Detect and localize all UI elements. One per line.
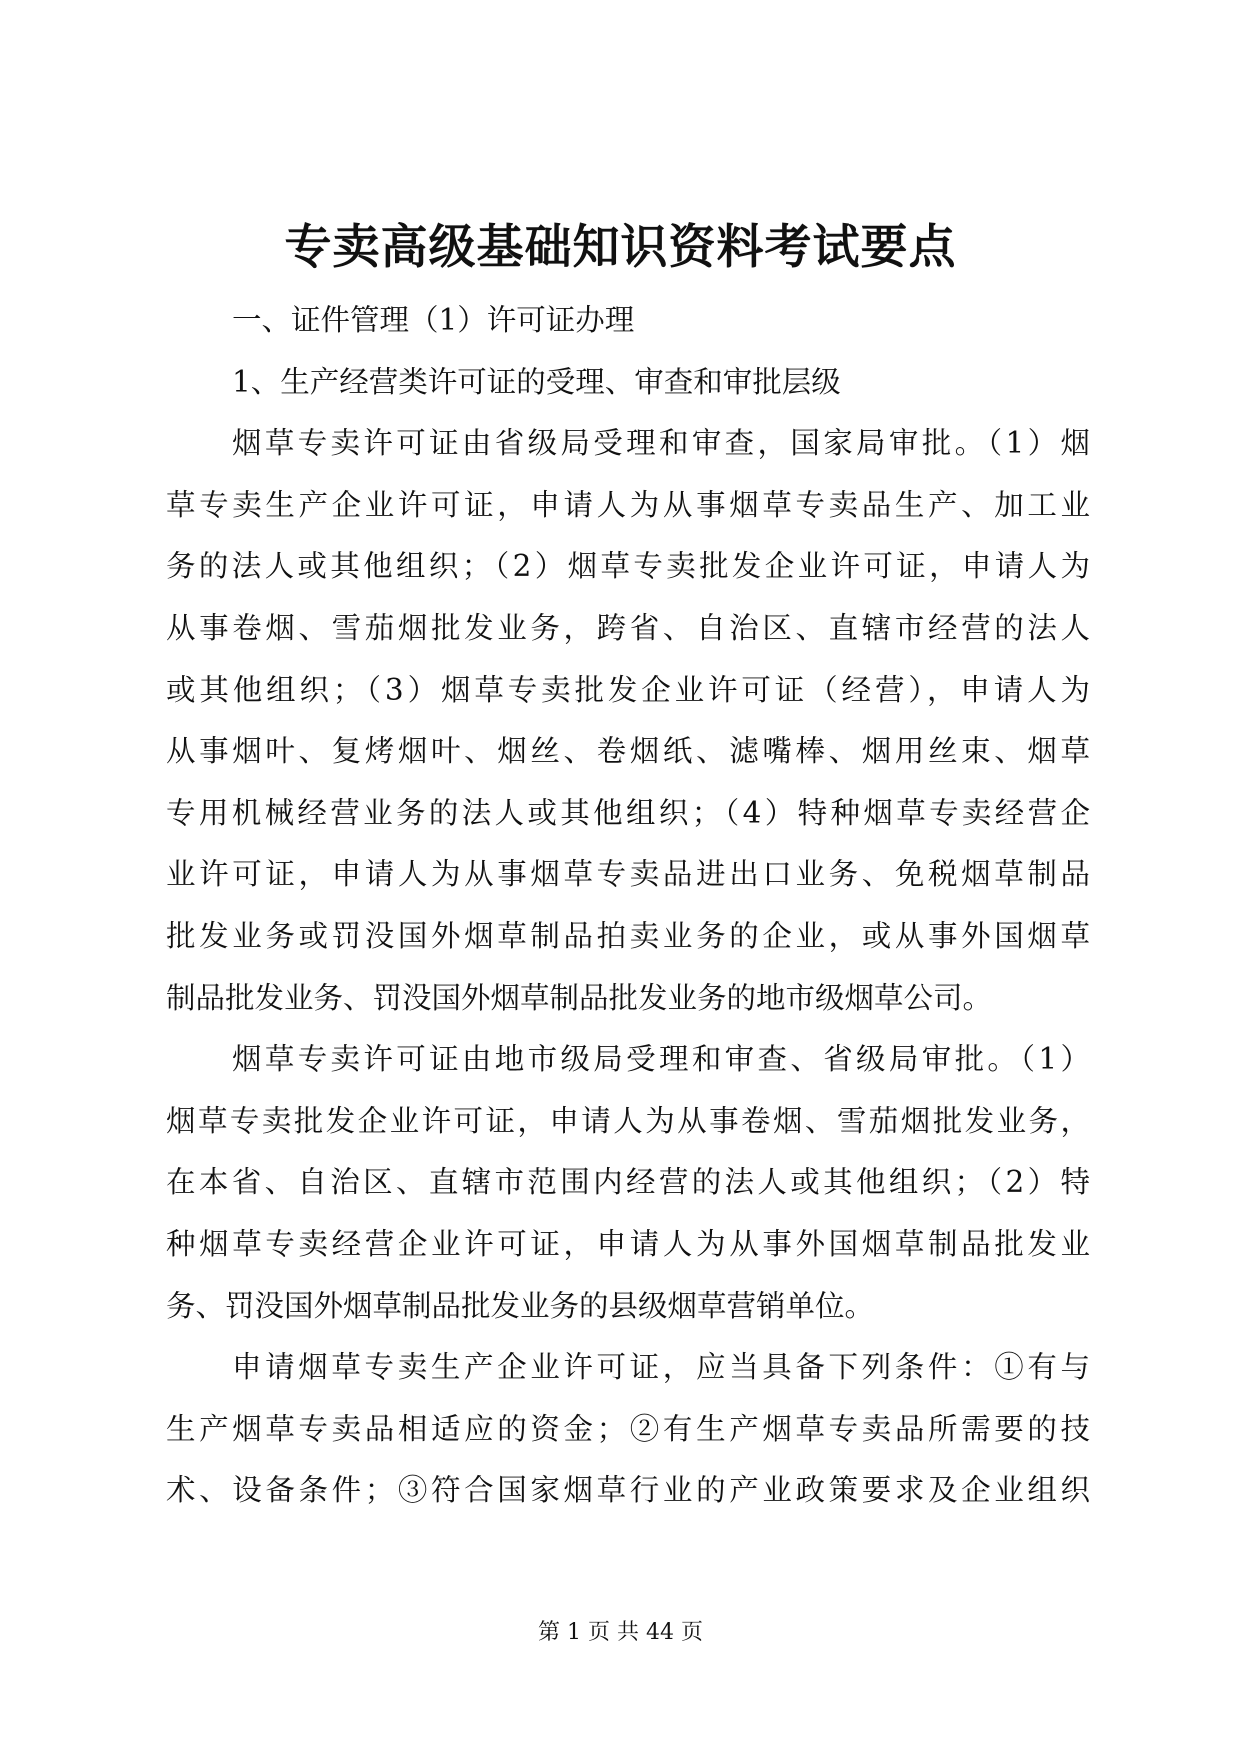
paragraph-line: 申请烟草专卖生产企业许可证，应当具备下列条件：①有与 — [232, 1350, 1090, 1385]
paragraph-line: 烟草专卖许可证由省级局受理和审查，国家局审批。（1）烟 — [232, 426, 1090, 461]
paragraph-line: 烟草专卖批发企业许可证，申请人为从事卷烟、雪茄烟批发业务， — [166, 1103, 1090, 1138]
paragraph-line: 批发业务或罚没国外烟草制品拍卖业务的企业，或从事外国烟草 — [166, 918, 1090, 953]
paragraph-line: 从事卷烟、雪茄烟批发业务，跨省、自治区、直辖市经营的法人 — [166, 610, 1090, 645]
paragraph-line: 制品批发业务、罚没国外烟草制品批发业务的地市级烟草公司。 — [166, 980, 993, 1015]
heading-line: 一、证件管理（1）许可证办理 — [232, 303, 635, 337]
subheading-line: 1、生产经营类许可证的受理、审查和审批层级 — [232, 364, 841, 399]
paragraph-line: 务、罚没国外烟草制品批发业务的县级烟草营销单位。 — [166, 1288, 875, 1323]
page-footer: 第 1 页 共 44 页 — [538, 1620, 703, 1645]
paragraph-line: 术、设备条件；③符合国家烟草行业的产业政策要求及企业组织 — [166, 1473, 1090, 1508]
paragraph-line: 烟草专卖许可证由地市级局受理和审查、省级局审批。（1） — [232, 1042, 1090, 1077]
paragraph-line: 业许可证，申请人为从事烟草专卖品进出口业务、免税烟草制品 — [166, 857, 1090, 892]
paragraph-line: 生产烟草专卖品相适应的资金；②有生产烟草专卖品所需要的技 — [166, 1411, 1090, 1446]
paragraph-line: 专用机械经营业务的法人或其他组织；（4）特种烟草专卖经营企 — [166, 795, 1090, 830]
paragraph-line: 草专卖生产企业许可证，申请人为从事烟草专卖品生产、加工业 — [166, 487, 1090, 522]
paragraph-line: 种烟草专卖经营企业许可证，申请人为从事外国烟草制品批发业 — [166, 1226, 1090, 1261]
paragraph-line: 或其他组织；（3）烟草专卖批发企业许可证（经营），申请人为 — [166, 672, 1090, 707]
paragraph-line: 从事烟叶、复烤烟叶、烟丝、卷烟纸、滤嘴棒、烟用丝束、烟草 — [166, 734, 1090, 769]
document-title: 专卖高级基础知识资料考试要点 — [284, 220, 957, 275]
paragraph-line: 在本省、自治区、直辖市范围内经营的法人或其他组织；（2）特 — [166, 1165, 1090, 1200]
document-body — [166, 290, 1090, 1522]
paragraph-line: 务的法人或其他组织；（2）烟草专卖批发企业许可证，申请人为 — [166, 549, 1090, 584]
